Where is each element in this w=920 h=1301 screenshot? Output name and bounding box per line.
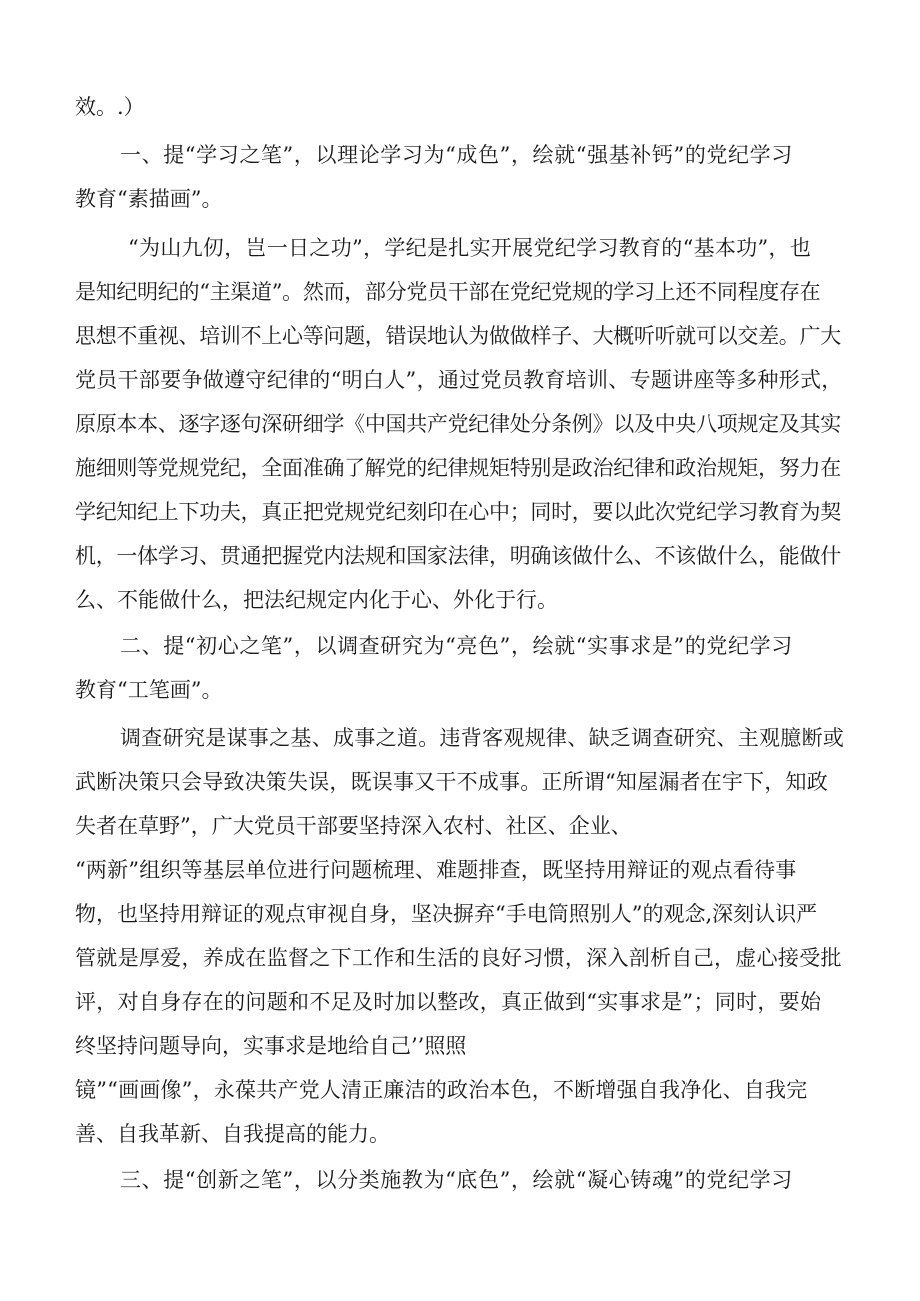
- section-heading-3: 三、提“创新之笔”，以分类施教为“底色”，绘就“凝心铸魂”的党纪学习: [120, 1168, 793, 1192]
- section-heading-2: 二、提“初心之笔”，以调查研究为“亮色”，绘就“实事求是”的党纪学习: [120, 634, 793, 658]
- text-line: 是知纪明纪的“主渠道”。然而，部分党员干部在党纪党规的学习上还不同程度存在: [75, 280, 821, 304]
- text-line: 失者在草野”，广大党员干部要坚持深入农村、社区、企业、: [75, 814, 632, 838]
- section-heading-2-cont: 教育“工笔画”。: [75, 678, 223, 702]
- text-line: 效。.）: [75, 95, 145, 119]
- text-line: 施细则等党规党纪，全面准确了解党的纪律规矩特别是政治纪律和政治规矩，努力在: [75, 456, 841, 480]
- section-heading-1-cont: 教育“素描画”。: [75, 187, 223, 211]
- text-line: 调查研究是谋事之基、成事之道。违背客观规律、缺乏调查研究、主观臆断或: [120, 726, 845, 750]
- text-line: 武断决策只会导致决策失误，既误事又干不成事。正所谓“知屋漏者在宇下，知政: [75, 770, 828, 794]
- text-line: 党员干部要争做遵守纪律的“明白人”，通过党员教育培训、专题讲座等多种形式，: [75, 368, 843, 392]
- text-line: 终坚持问题导向，实事求是地给自己’’照照: [75, 1034, 467, 1058]
- text-line: 么、不能做什么，把法纪规定内化于心、外化于行。: [75, 588, 558, 612]
- text-line: 思想不重视、培训不上心等问题，错误地认为做做样子、大概听听就可以交差。广大: [75, 324, 841, 348]
- text-line: 原原本本、逐字逐句深研细学《中国共产党纪律处分条例》以及中央八项规定及其实: [75, 412, 841, 436]
- text-line: 学纪知纪上下功夫，真正把党规党纪刻印在心中；同时，要以此次党纪学习教育为契: [75, 500, 841, 524]
- text-line: 物，也坚持用辩证的观点审视自身，坚决摒弃“手电筒照别人”的观念,深刻认识严: [75, 902, 818, 926]
- text-line: 管就是厚爱，养成在监督之下工作和生活的良好习惯，深入剖析自己，虚心接受批: [75, 946, 842, 970]
- text-line: “为山九仞，岂一日之功”，学纪是扎实开展党纪学习教育的“基本功”，也: [128, 236, 812, 260]
- text-line: 评，对自身存在的问题和不足及时加以整改，真正做到“实事求是”；同时，要始: [75, 990, 822, 1014]
- text-line: 机，一体学习、贯通把握党内法规和国家法律，明确该做什么、不该做什么，能做什: [75, 544, 841, 568]
- text-line: 善、自我革新、自我提高的能力。: [75, 1122, 390, 1146]
- text-line: 镜”“画画像”，永葆共产党人清正廉洁的政治本色，不断增强自我净化、自我完: [75, 1078, 808, 1102]
- text-line: “两新”组织等基层单位进行问题梳理、难题排查，既坚持用辩证的观点看待事: [75, 858, 797, 882]
- section-heading-1: 一、提“学习之笔”，以理论学习为“成色”，绘就“强基补钙”的党纪学习: [120, 143, 793, 167]
